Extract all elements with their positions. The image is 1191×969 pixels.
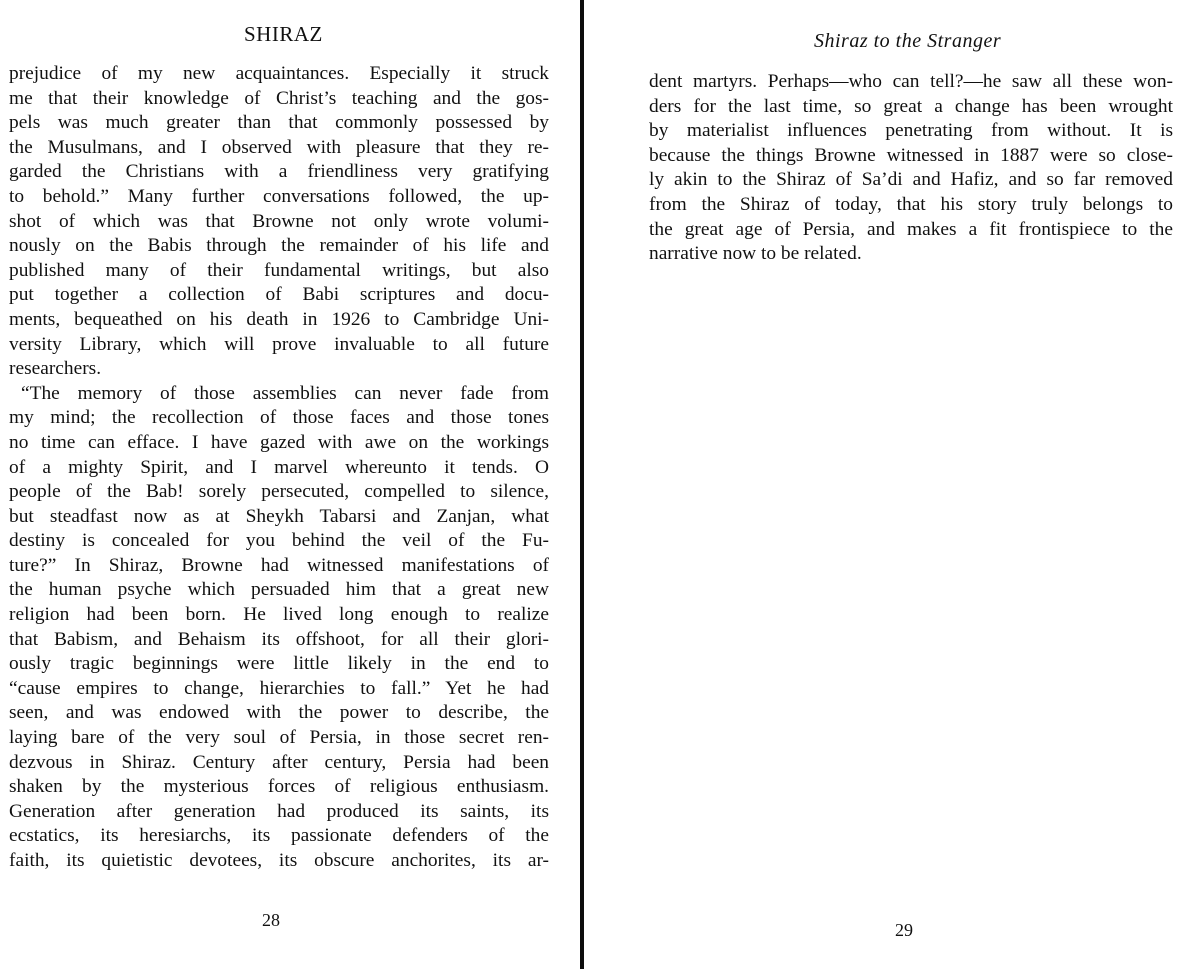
body-text (649, 70, 1173, 267)
body-text (9, 62, 549, 874)
text-line: dent martyrs. Perhaps—who can tell?—he saw all these won- (649, 71, 1173, 92)
text-line: from the Shiraz of today, that his story truly belongs to (649, 193, 1173, 215)
text-line: religion had been born. He lived long enough to realize (9, 604, 549, 626)
text-line: researchers. (9, 358, 102, 380)
text-line: destiny is concealed for you behind the veil of the Fu- (9, 530, 549, 552)
text-line: because the things Browne witnessed in 1887 were so close- (649, 144, 1173, 166)
text-line: published many of their fundamental writings, but also (9, 259, 549, 281)
text-line: that Babism, and Behaism its offshoot, for all their glori- (9, 628, 549, 650)
text-line: ture?” In Shiraz, Browne had witnessed manifestations of (9, 554, 549, 576)
text-line: people of the Bab! sorely persecuted, compelled to silence, (9, 481, 549, 503)
text-line: nously on the Babis through the remainder of his life and (9, 235, 549, 257)
text-line: the human psyche which persuaded him that a great new (9, 579, 549, 601)
text-line: dezvous in Shiraz. Century after century, Persia had been (9, 751, 549, 773)
text-line: garded the Christians with a friendliness very gratifying (9, 161, 549, 183)
text-line: ments, bequeathed on his death in 1926 to Cambridge Uni- (9, 308, 549, 330)
text-line: faith, its quietistic devotees, its obscure anchorites, its ar- (9, 850, 549, 871)
text-line: ecstatics, its heresiarchs, its passionate defenders of the (9, 825, 549, 847)
text-line: the Musulmans, and I observed with pleasure that they re- (9, 136, 549, 158)
text-line: of a mighty Spirit, and I marvel whereunto it tends. O (9, 456, 549, 478)
page-number: 29 (895, 920, 913, 940)
text-line: pels was much greater than that commonly possessed by (9, 112, 549, 134)
text-line: narrative now to be related. (649, 243, 862, 265)
text-line: ders for the last time, so great a change has been wrought (649, 95, 1173, 117)
text-line: ously tragic beginnings were little likely in the end to (9, 653, 549, 675)
text-line: shot of which was that Browne not only wrote volumi- (9, 210, 549, 232)
text-line: my mind; the recollection of those faces and those tones (9, 407, 549, 429)
running-head: Shiraz to the Stranger (814, 30, 1002, 52)
text-line: me that their knowledge of Christ’s teaching and the gos- (9, 87, 549, 109)
text-line: by materialist influences penetrating from without. It is (649, 120, 1173, 142)
text-line: but steadfast now as at Sheykh Tabarsi and Zanjan, what (9, 505, 549, 527)
text-line: shaken by the mysterious forces of religious enthusiasm. (9, 776, 549, 798)
text-line: “cause empires to change, hierarchies to fall.” Yet he had (9, 677, 549, 699)
page-number: 28 (262, 910, 280, 930)
left-page (0, 0, 580, 969)
right-page (584, 0, 1191, 969)
text-line: prejudice of my new acquaintances. Especially it struck (9, 63, 549, 84)
text-line: Generation after generation had produced its saints, its (9, 800, 549, 822)
text-line: the great age of Persia, and makes a fit frontispiece to the (649, 218, 1173, 240)
text-line: ly akin to the Shiraz of Sa’di and Hafiz, and so far removed (649, 169, 1173, 191)
text-line: “The memory of those assemblies can never fade from (21, 382, 549, 404)
text-line: laying bare of the very soul of Persia, in those secret ren- (9, 727, 549, 749)
text-line: to behold.” Many further conversations followed, the up- (9, 185, 549, 207)
text-line: no time can efface. I have gazed with awe on the workings (9, 431, 549, 453)
running-head: SHIRAZ (244, 22, 323, 46)
text-line: seen, and was endowed with the power to describe, the (9, 702, 549, 724)
text-line: put together a collection of Babi scriptures and docu- (9, 284, 549, 306)
text-line: versity Library, which will prove invaluable to all future (9, 333, 549, 355)
